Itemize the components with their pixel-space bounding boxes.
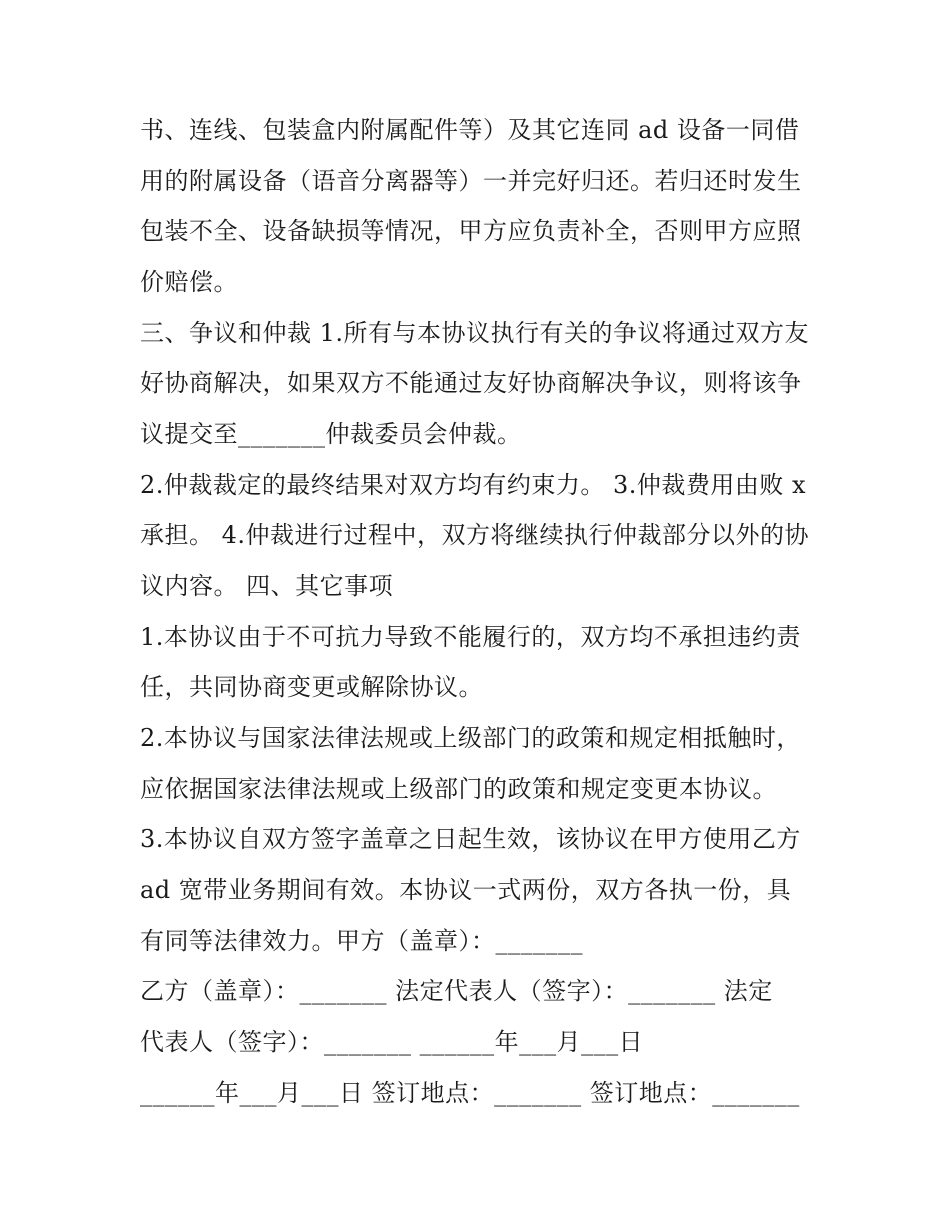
- text-line: 任，共同协商变更或解除协议。: [140, 673, 483, 701]
- text-line: 3.本协议自双方签字盖章之日起生效，该协议在甲方使用乙方: [140, 825, 801, 853]
- text-line: 议提交至_______仲裁委员会仲裁。: [140, 420, 522, 448]
- text-line: 价赔偿。: [140, 268, 238, 296]
- text-line: 书、连线、包装盒内附属配件等）及其它连同 ad 设备一同借: [140, 116, 800, 144]
- text-line: ad 宽带业务期间有效。本协议一式两份，双方各执一份，具: [140, 876, 792, 904]
- signature-line: 有同等法律效力。甲方（盖章）：_______: [140, 927, 583, 955]
- section-heading-line: 议内容。 四、其它事项: [140, 572, 394, 600]
- signature-line: 乙方（盖章）：_______ 法定代表人（签字）：_______ 法定: [140, 977, 773, 1005]
- text-line: 应依据国家法律法规或上级部门的政策和规定变更本协议。: [140, 775, 777, 803]
- text-line: 2.仲裁裁定的最终结果对双方均有约束力。 3.仲裁费用由败 x: [140, 471, 807, 499]
- text-line: 承担。 4.仲裁进行过程中，双方将继续执行仲裁部分以外的协: [140, 521, 810, 549]
- signature-line: 代表人（签字）：_______ ______年___月___日: [140, 1028, 644, 1056]
- text-line: 好协商解决，如果双方不能通过友好协商解决争议，则将该争: [140, 369, 802, 397]
- signature-line: ______年___月___日 签订地点：_______ 签订地点：_______: [140, 1079, 800, 1107]
- text-line: 包装不全、设备缺损等情况，甲方应负责补全，否则甲方应照: [140, 217, 802, 245]
- text-line: 用的附属设备（语音分离器等）一并完好归还。若归还时发生: [140, 167, 802, 195]
- section-heading-line: 三、争议和仲裁 1.所有与本协议执行有关的争议将通过双方友: [140, 319, 810, 347]
- text-line: 1.本协议由于不可抗力导致不能履行的，双方均不承担违约责: [140, 623, 801, 651]
- text-line: 2.本协议与国家法律法规或上级部门的政策和规定相抵触时，: [140, 724, 801, 752]
